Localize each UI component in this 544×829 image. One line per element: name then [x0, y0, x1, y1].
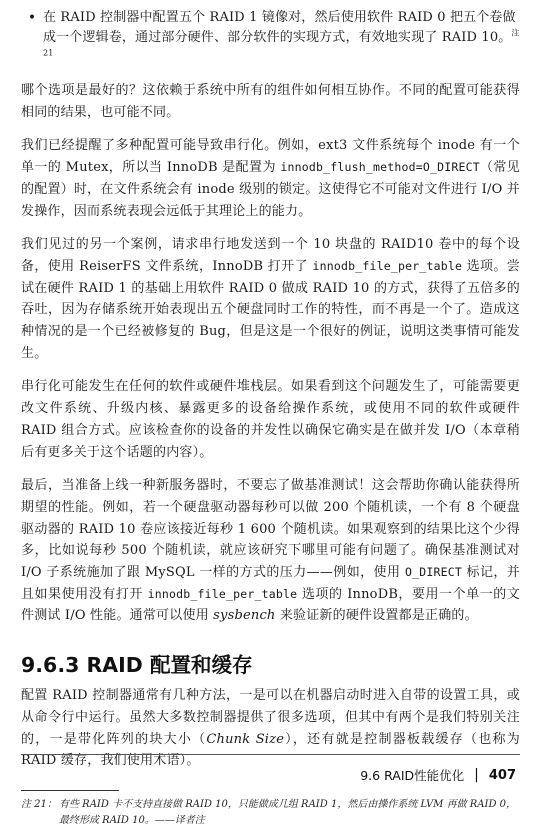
bullet-item — [21, 8, 520, 68]
bullet-dot: • — [27, 10, 37, 26]
emphasis: Chunk Size — [206, 731, 285, 747]
footer-section-title: RAID性能优化 — [384, 768, 465, 783]
inline-code: innodb_file_per_table — [312, 258, 463, 273]
section-number: 9.6.3 — [21, 653, 80, 678]
page-number: 407 — [488, 767, 516, 783]
paragraph: 哪个选项是最好的？这依赖于系统中所有的组件如何相互协作。不同的配置可能获得相同的结果，也可能不同。 — [21, 83, 520, 120]
footnote-label: 注 21： — [21, 798, 57, 810]
section-heading — [21, 651, 520, 679]
inline-code: O_DIRECT — [404, 565, 462, 580]
inline-code: innodb_file_per_table — [147, 586, 298, 601]
page-footer — [21, 754, 520, 795]
footnote — [21, 797, 520, 829]
running-footer — [360, 766, 516, 784]
emphasis: sysbench — [213, 608, 276, 624]
footnote-text: 有些 RAID 卡不支持直接做 RAID 10，只能做成几组 RAID 1，然后由操作系统 LVM 再做 RAID 0，最终形成 RAID 10。——译者注 — [59, 798, 517, 826]
paragraph: 配置 RAID 控制器通常有几种方法，一是可以在机器启动时进入自带的设置工具，或从命令行中运行。虽然大多数控制器提供了很多选项，但其中有两个是我们特别关注的，一是带化阵列的块大小（Chunk Size），还有就是控制器板载缓存（也称为 RAID 缓存，我们使用术语）。 — [21, 688, 520, 769]
paragraph: 我们见过的另一个案例，请求串行地发送到一个 10 块盘的 RAID10 卷中的每个设备，使用 ReiserFS 文件系统，InnoDB 打开了 innodb_file_per_table 选项。尝试在硬件 RAID 1 的基础上用软件 RAID 0 做成 RAID 10 的方式，获得了五倍多的吞吐，因为存储系统开始表现出五个硬盘同时工作的特性，而不再是一个了。造成这种情况的是一个已经被修复的 Bug，但是这是一个很好的例证，说明这类事情可能发生。 — [21, 237, 521, 361]
paragraph: 串行化可能发生在任何的软件或硬件堆栈层。如果看到这个问题发生了，可能需要更改文件系统、升级内核、暴露更多的设备给操作系统，或使用不同的软件或硬件 RAID 组合方式。应该检查你的设备的并发性以确保它确实是在做并发 I/O（本章稍后有更多关于这个话题的内容）。 — [21, 379, 520, 460]
section-title: RAID 配置和缓存 — [86, 653, 253, 678]
paragraph: 最后，当准备上线一种新服务器时，不要忘了做基准测试！这会帮助你确认能获得所期望的性能。例如，若一个硬盘驱动器每秒可以做 200 个随机读，一个有 8 个硬盘驱动器的 RAID 10 卷应该接近每秒 1 600 个随机读。如果观察到的结果比这个少得多，比如说每秒 500 个随机读，就应该研究下哪里可能有问题了。确保基准测试对 I/O 子系统施加了跟 MySQL 一样的方式的压力——例如，使用 O_DIRECT 标记，并且如果使用没有打开 innodb_file_per_table 选项的 InnoDB，要用一个单一的文件测试 I/O 性能。通常可以使用 sysbench 来验证新的硬件设置都是正确的。 — [21, 478, 520, 624]
bullet-text: 在 RAID 控制器中配置五个 RAID 1 镜像对，然后使用软件 RAID 0 把五个卷做成一个逻辑卷，通过部分硬件、部分软件的实现方式，有效地实现了 RAID 10。$^{注 21}$ — [43, 10, 520, 58]
inline-code: innodb_flush_method=O_DIRECT — [280, 160, 480, 175]
footnote-reference[interactable]: 注 21 — [43, 28, 520, 58]
footer-section-number: 9.6 — [360, 767, 381, 783]
footer-separator: | — [474, 767, 479, 783]
paragraph: 我们已经提醒了多种配置可能导致串行化。例如，ext3 文件系统每个 inode 有一个单一的 Mutex，所以当 InnoDB 是配置为 innodb_flush_method=O_DIRECT（常见的配置）时，在文件系统会有 inode 级别的锁定。这使得它不可能对文件进行 I/O 并发操作，因而系统表现会远低于其理论上的能力。 — [21, 138, 520, 219]
